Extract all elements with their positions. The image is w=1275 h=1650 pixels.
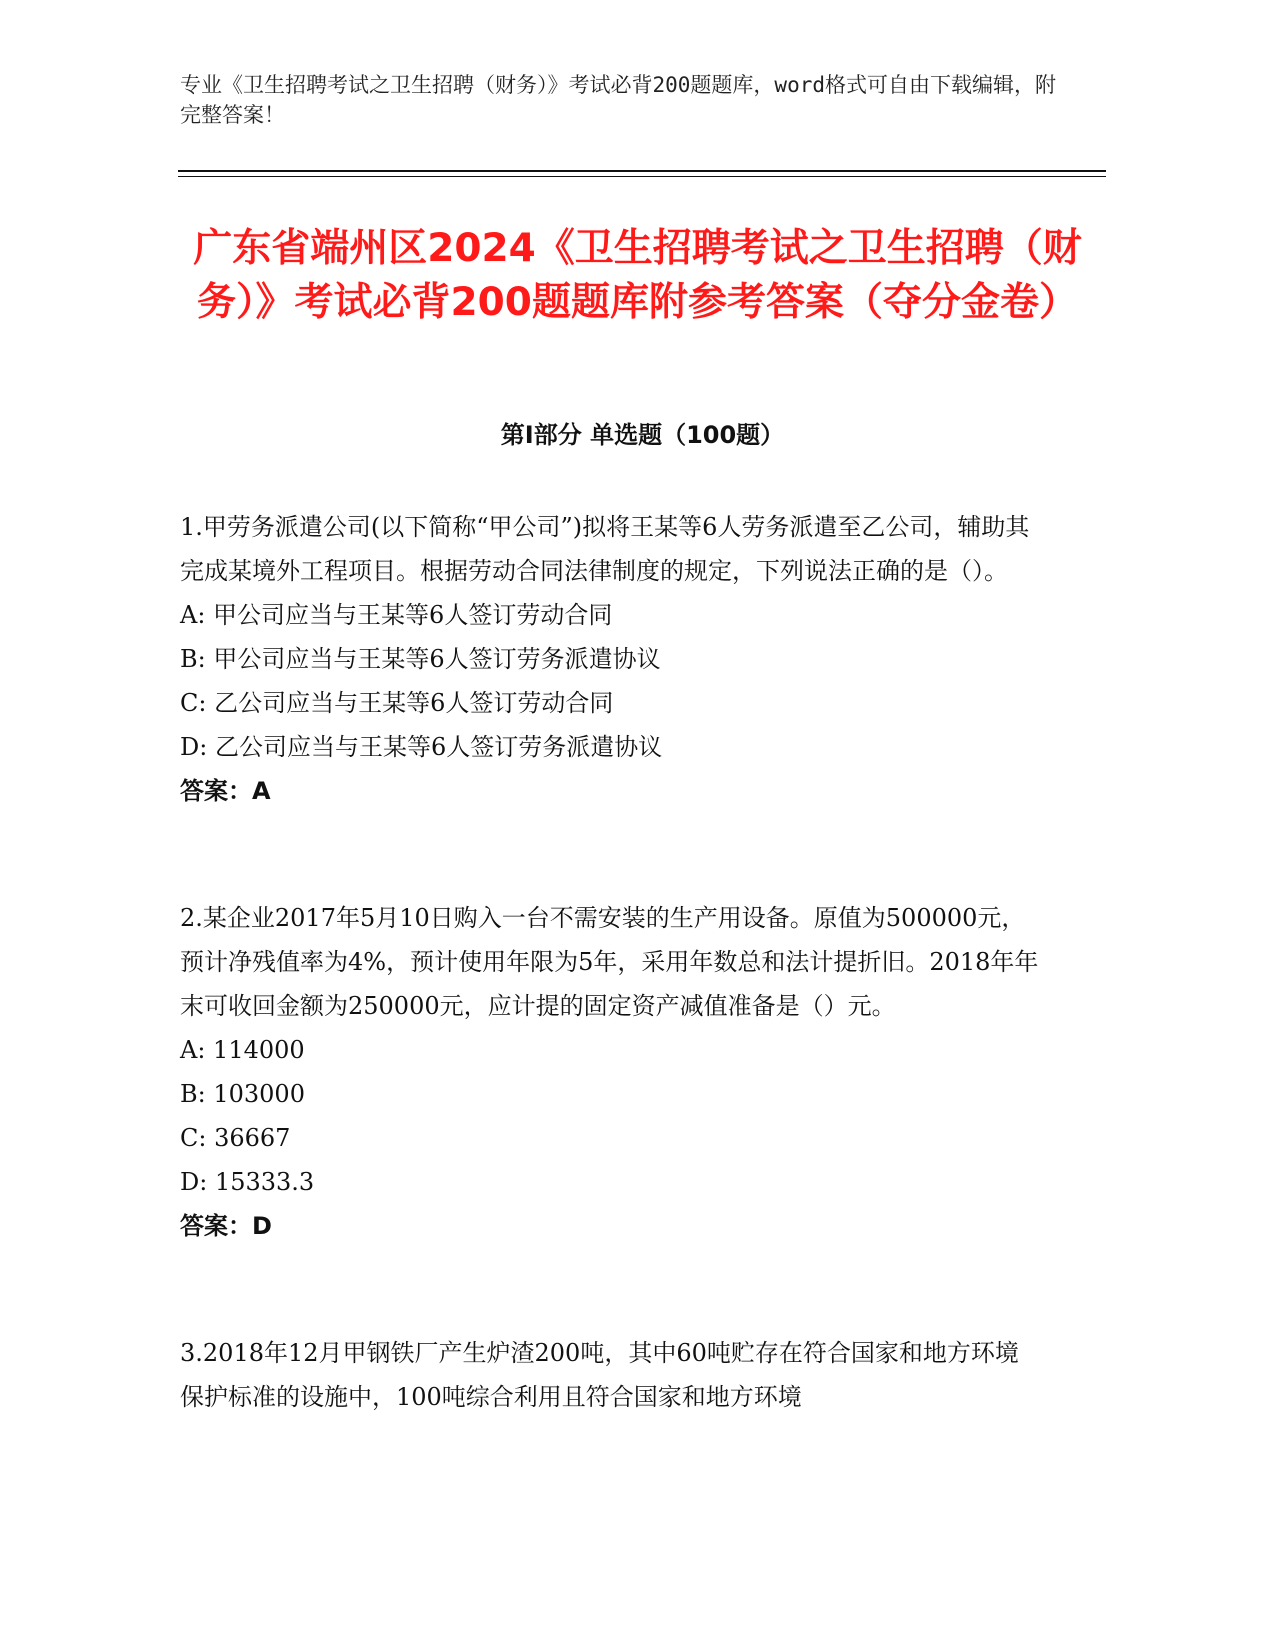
header-divider-thick [178,170,1106,172]
option-d: D: 15333.3 [180,1168,315,1196]
option-a: A: 甲公司应当与王某等6人签订劳动合同 [180,601,613,629]
question-stem: 3.2018年12月甲钢铁厂产生炉渣200吨，其中60吨贮存在符合国家和地方环境保护标准的设施中，100吨综合利用且符合国家和地方环境 [180,1339,1019,1411]
option-c: C: 36667 [180,1124,291,1152]
document-title: 广东省端州区2024《卫生招聘考试之卫生招聘（财务）》考试必背200题题库附参考答案（夺分金卷） [193,226,1082,325]
question-stem: 2.某企业2017年5月10日购入一台不需安装的生产用设备。原值为500000元，预计净残值率为4%，预计使用年限为5年，采用年数总和法计提折旧。2018年年末可收回金额为250000元，应计提的固定资产减值准备是（）元。 [180,904,1039,1020]
option-a: A: 114000 [180,1036,305,1064]
answer-label: 答案：D [180,1212,272,1240]
question-2 [180,896,1040,1248]
question-stem: 1.甲劳务派遣公司(以下简称“甲公司”)拟将王某等6人劳务派遣至乙公司，辅助其完成某境外工程项目。根据劳动合同法律制度的规定，下列说法正确的是（）。 [180,513,1030,585]
question-3 [180,1331,1040,1419]
answer-label: 答案：A [180,777,271,805]
option-b: B: 甲公司应当与王某等6人签订劳务派遣协议 [180,645,661,673]
header-note: 专业《卫生招聘考试之卫生招聘（财务）》考试必背200题题库，word格式可自由下载编辑，附完整答案！ [180,73,1056,127]
option-c: C: 乙公司应当与王某等6人签订劳动合同 [180,689,614,717]
section-title: 第Ⅰ部分 单选题（100题） [500,421,785,449]
option-b: B: 103000 [180,1080,305,1108]
option-d: D: 乙公司应当与王某等6人签订劳务派遣协议 [180,733,663,761]
header-divider-thin [178,176,1106,177]
question-1 [180,505,1040,813]
